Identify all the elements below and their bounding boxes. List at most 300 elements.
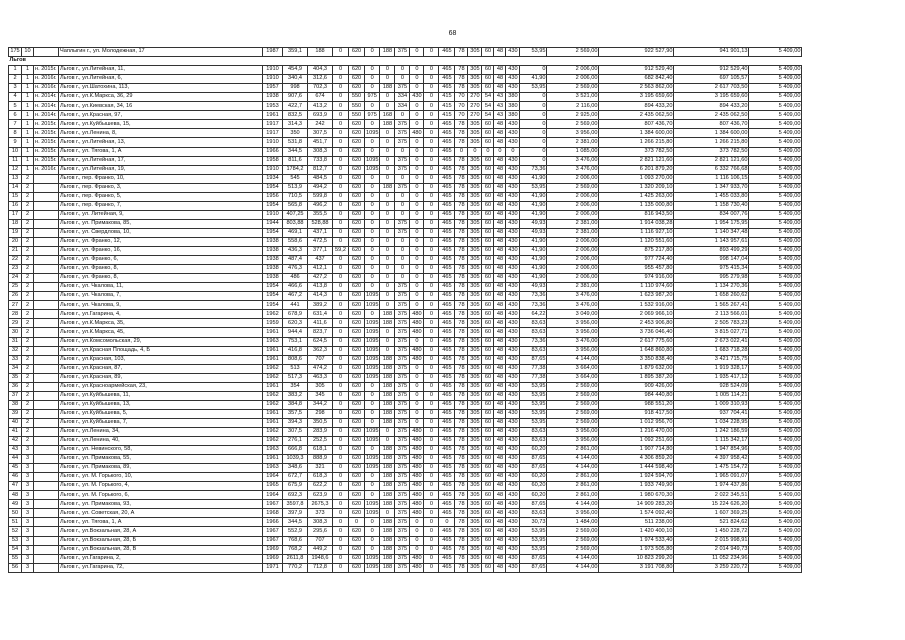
table-cell: 5 409,00 — [749, 455, 802, 464]
table-cell: 188 — [380, 84, 395, 93]
table-cell: 565,8 — [283, 201, 308, 210]
table-cell: 436,3 — [283, 247, 308, 256]
table-cell: 0 — [424, 473, 439, 482]
table-cell — [34, 201, 59, 210]
table-cell: 5 409,00 — [749, 228, 802, 237]
table-cell: 620 — [349, 228, 365, 237]
table-cell: 466,6 — [283, 283, 308, 292]
table-cell: 465 — [439, 382, 455, 391]
table-cell: 60 — [482, 373, 494, 382]
table-cell: 941 901,13 — [674, 48, 749, 57]
table-cell — [34, 247, 59, 256]
table-cell: 1 623 987,20 — [599, 292, 674, 301]
table-cell: 4 144,00 — [547, 464, 599, 473]
table-cell: 83,63 — [520, 328, 547, 337]
table-cell: 1962 — [263, 391, 283, 400]
table-cell: 1 450 228,72 — [674, 527, 749, 536]
table-cell: 37 — [9, 391, 22, 400]
table-cell: 618,3 — [308, 473, 333, 482]
table-cell: 2 022 345,51 — [674, 491, 749, 500]
table-cell: 811,6 — [283, 156, 308, 165]
table-cell: 48 — [494, 409, 506, 418]
table-cell: 1966 — [263, 518, 283, 527]
table-cell: 20 — [9, 237, 22, 246]
table-cell: 0 — [380, 256, 395, 265]
table-cell: 620 — [349, 554, 365, 563]
table-cell: 362,3 — [308, 346, 333, 355]
table-cell: 0 — [380, 219, 395, 228]
table-cell: 78 — [455, 265, 468, 274]
table-cell: 78 — [455, 138, 468, 147]
table-cell: 242 — [308, 120, 333, 129]
table-cell: Льгов г., ул.Ленина, 40, — [59, 437, 263, 446]
table-cell: 1958 — [263, 156, 283, 165]
table-cell: 5 409,00 — [749, 346, 802, 355]
table-cell: 5 409,00 — [749, 256, 802, 265]
table-cell: 0 — [365, 219, 380, 228]
table-cell: 60 — [482, 418, 494, 427]
table-cell: 78 — [455, 301, 468, 310]
table-cell: 2 381,00 — [547, 219, 599, 228]
table-cell: 465 — [439, 509, 455, 518]
table-cell: 5 409,00 — [749, 301, 802, 310]
table-cell: 0 — [365, 518, 380, 527]
table-cell: 430 — [506, 219, 520, 228]
table-cell: 41,90 — [520, 256, 547, 265]
table-cell: 0 — [410, 147, 424, 156]
table-cell — [34, 219, 59, 228]
table-cell: 60 — [482, 509, 494, 518]
table-cell: 0 — [380, 102, 395, 111]
table-cell: 48 — [494, 310, 506, 319]
table-cell: 375 — [395, 418, 410, 427]
table-cell: 49,93 — [520, 219, 547, 228]
table-cell: 307,5 — [308, 129, 333, 138]
table-cell: 0 — [410, 545, 424, 554]
table-cell: 2 — [22, 427, 34, 436]
table-cell: 78 — [455, 120, 468, 129]
table-cell: 620 — [349, 409, 365, 418]
table-cell: 430 — [506, 228, 520, 237]
table-cell: 35 — [9, 373, 22, 382]
table-cell: 16 — [9, 201, 22, 210]
table-cell: 305 — [468, 337, 482, 346]
table-cell: 2 — [22, 337, 34, 346]
table-cell: 48 — [494, 554, 506, 563]
table-cell: 2 006,00 — [547, 210, 599, 219]
table-row — [9, 120, 802, 129]
table-cell: 3 521,00 — [547, 93, 599, 102]
table-cell: 2 006,00 — [547, 237, 599, 246]
table-cell: 0 — [410, 391, 424, 400]
table-cell: 48 — [494, 174, 506, 183]
table-cell: н. 2014г. — [34, 93, 59, 102]
table-cell: 2 006,00 — [547, 66, 599, 75]
table-cell: 620 — [349, 391, 365, 400]
table-cell — [34, 500, 59, 509]
table-cell: 622,2 — [308, 482, 333, 491]
table-row — [9, 93, 802, 102]
table-cell: 41,90 — [520, 274, 547, 283]
table-cell: 0 — [365, 536, 380, 545]
table-cell: 415 — [439, 111, 455, 120]
table-cell: 2 — [22, 364, 34, 373]
table-cell: 0 — [424, 210, 439, 219]
table-cell: 620 — [349, 310, 365, 319]
table-cell: 480 — [410, 446, 424, 455]
table-cell: 43 — [494, 111, 506, 120]
table-cell: 0 — [365, 400, 380, 409]
table-cell: 188 — [380, 409, 395, 418]
table-cell: 0 — [365, 201, 380, 210]
table-cell: 188 — [380, 527, 395, 536]
table-cell: 1095 — [365, 346, 380, 355]
table-cell: 0 — [365, 120, 380, 129]
table-cell: 5 409,00 — [749, 328, 802, 337]
table-cell: 0 — [520, 138, 547, 147]
table-cell: Льгов г., ул.Красная, 87, — [59, 364, 263, 373]
table-cell: 1784,2 — [283, 165, 308, 174]
table-cell: 87,65 — [520, 464, 547, 473]
table-cell: 511 238,00 — [599, 518, 674, 527]
table-cell: 430 — [506, 427, 520, 436]
table-cell — [34, 437, 59, 446]
table-cell: 1938 — [263, 265, 283, 274]
table-cell: 0 — [380, 274, 395, 283]
table-cell: 78 — [455, 165, 468, 174]
table-cell: 1962 — [263, 400, 283, 409]
table-cell: 0 — [424, 482, 439, 491]
table-cell: 60 — [482, 427, 494, 436]
table-cell: 0 — [333, 129, 349, 138]
table-cell: 620 — [349, 247, 365, 256]
table-cell: 465 — [439, 328, 455, 337]
table-cell: 988 551,20 — [599, 400, 674, 409]
table-cell: 0 — [333, 527, 349, 536]
table-cell: 465 — [439, 192, 455, 201]
table-cell: 188 — [380, 518, 395, 527]
table-cell: 305 — [468, 355, 482, 364]
table-cell: н. 2016г. — [34, 84, 59, 93]
table-cell: 2 — [22, 183, 34, 192]
table-cell: 528,88 — [308, 219, 333, 228]
table-cell: 465 — [439, 346, 455, 355]
table-cell: 496,2 — [308, 201, 333, 210]
table-cell: 0 — [380, 93, 395, 102]
table-cell: 2 569,00 — [547, 48, 599, 57]
table-body — [9, 48, 802, 573]
table-cell: 3 — [22, 500, 34, 509]
table-cell: 0 — [424, 102, 439, 111]
table-cell: 2 113 566,01 — [674, 310, 749, 319]
table-cell: 53,95 — [520, 400, 547, 409]
table-cell: 770,2 — [283, 563, 308, 572]
table-cell: 430 — [506, 237, 520, 246]
table-cell: 465 — [439, 527, 455, 536]
table-cell: 78 — [455, 310, 468, 319]
page-number: 68 — [448, 30, 457, 37]
table-cell: 0 — [424, 237, 439, 246]
table-cell: 1 — [22, 84, 34, 93]
table-cell: 454,9 — [283, 66, 308, 75]
table-cell: 707 — [308, 355, 333, 364]
table-cell: 620 — [349, 66, 365, 75]
table-cell: 0 — [333, 192, 349, 201]
table-cell: 3 664,00 — [547, 373, 599, 382]
table-cell: 480 — [410, 455, 424, 464]
table-cell: н. 2016г. — [34, 75, 59, 84]
table-cell: 168 — [380, 111, 395, 120]
table-cell: 1 974 533,40 — [599, 536, 674, 545]
table-cell: 78 — [455, 228, 468, 237]
table-cell: 422,7 — [283, 102, 308, 111]
table-cell: 620 — [349, 418, 365, 427]
table-cell: 1 973 505,80 — [599, 545, 674, 554]
table-cell: 1963 — [263, 464, 283, 473]
table-cell — [34, 446, 59, 455]
table-cell: 620 — [349, 464, 365, 473]
table-cell — [34, 228, 59, 237]
table-cell: 430 — [506, 500, 520, 509]
table-row — [9, 174, 802, 183]
table-cell: 480 — [410, 482, 424, 491]
table-cell: 0 — [395, 210, 410, 219]
table-cell: Льгов г., пер. Франко, 5, — [59, 192, 263, 201]
table-cell: 0 — [365, 256, 380, 265]
table-row — [9, 400, 802, 409]
table-cell: 5 409,00 — [749, 93, 802, 102]
table-cell: 305 — [468, 192, 482, 201]
table-cell: 3 — [22, 536, 34, 545]
table-cell: 1967 — [263, 527, 283, 536]
table-cell: 375 — [395, 301, 410, 310]
table-cell: 998 — [283, 84, 308, 93]
table-cell: 620 — [349, 192, 365, 201]
table-cell: 620 — [349, 473, 365, 482]
table-cell: 1971 — [263, 563, 283, 572]
table-cell: 3 195 659,60 — [674, 93, 749, 102]
table-cell: 5 409,00 — [749, 500, 802, 509]
table-cell: 1 455 033,80 — [674, 192, 749, 201]
table-cell: 494,2 — [308, 183, 333, 192]
table-cell: 380 — [506, 102, 520, 111]
table-cell: 0 — [333, 93, 349, 102]
table-cell — [34, 464, 59, 473]
table-cell: 0 — [424, 274, 439, 283]
table-cell: 682 842,40 — [599, 75, 674, 84]
table-cell: 0 — [365, 66, 380, 75]
table-cell: 2 006,00 — [547, 201, 599, 210]
table-row — [9, 310, 802, 319]
table-cell: 375 — [395, 464, 410, 473]
table-cell: 480 — [410, 437, 424, 446]
table-cell: 48 — [494, 545, 506, 554]
table-cell: 0 — [365, 75, 380, 84]
table-cell: 48 — [494, 527, 506, 536]
table-cell: 305 — [468, 464, 482, 473]
table-cell: 10 823 299,20 — [599, 554, 674, 563]
table-cell: Льгов г., ул.Комсомольская, 29, — [59, 337, 263, 346]
table-cell: Льгов г., ул. Франко, 16, — [59, 247, 263, 256]
table-cell: 60 — [482, 292, 494, 301]
table-cell: 465 — [439, 48, 455, 57]
table-cell: 48 — [494, 364, 506, 373]
table-cell: 430 — [506, 165, 520, 174]
table-cell: 78 — [455, 66, 468, 75]
table-cell: Льгов г., ул. Примакова, 85, — [59, 219, 263, 228]
table-cell: 188 — [380, 446, 395, 455]
table-cell: 620 — [349, 201, 365, 210]
table-cell: 620 — [349, 129, 365, 138]
table-cell: 83,63 — [520, 437, 547, 446]
table-cell: 70 — [455, 102, 468, 111]
table-cell: 1 — [22, 66, 34, 75]
table-cell: 48 — [494, 518, 506, 527]
table-cell: 0 — [365, 247, 380, 256]
table-cell: 78 — [455, 48, 468, 57]
table-cell: 2 569,00 — [547, 527, 599, 536]
table-cell: 0 — [333, 156, 349, 165]
table-cell: 0 — [380, 147, 395, 156]
table-cell: 0 — [380, 75, 395, 84]
table-cell: 305 — [468, 373, 482, 382]
table-cell: 3 049,00 — [547, 310, 599, 319]
table-cell: 618,1 — [308, 446, 333, 455]
table-cell: 0 — [395, 247, 410, 256]
table-cell: 60 — [482, 192, 494, 201]
table-cell: 430 — [506, 473, 520, 482]
table-cell: 78 — [455, 283, 468, 292]
table-cell: 3 956,00 — [547, 427, 599, 436]
table-cell: 305 — [468, 247, 482, 256]
table-cell: 2 861,00 — [547, 482, 599, 491]
table-cell: 2 — [22, 201, 34, 210]
table-cell: 1 143 957,61 — [674, 237, 749, 246]
table-cell: 1967 — [263, 536, 283, 545]
table-cell: 476,3 — [283, 265, 308, 274]
table-cell: 430 — [506, 355, 520, 364]
table-cell: 2 — [9, 75, 22, 84]
table-cell: 0 — [380, 174, 395, 183]
table-cell: 0 — [333, 183, 349, 192]
table-cell: 430 — [506, 210, 520, 219]
table-cell: 1961 — [263, 418, 283, 427]
table-cell: 430 — [506, 418, 520, 427]
table-cell: 10 — [22, 48, 34, 57]
table-cell: 0 — [333, 111, 349, 120]
table-cell: 78 — [455, 75, 468, 84]
table-cell: 1965 — [263, 482, 283, 491]
table-cell: 513 — [283, 364, 308, 373]
table-cell: 60,20 — [520, 473, 547, 482]
table-cell: 41,90 — [520, 247, 547, 256]
table-cell: 53,95 — [520, 84, 547, 93]
table-cell: 465 — [439, 563, 455, 572]
table-cell: 465 — [439, 174, 455, 183]
table-cell: 5 409,00 — [749, 219, 802, 228]
table-cell: 305 — [468, 500, 482, 509]
table-cell: 465 — [439, 446, 455, 455]
table-cell: 5 409,00 — [749, 111, 802, 120]
table-cell: 305 — [468, 219, 482, 228]
table-cell: 60,20 — [520, 491, 547, 500]
table-cell: 1963 — [263, 446, 283, 455]
table-cell: 1 — [22, 165, 34, 174]
table-cell: 0 — [333, 328, 349, 337]
table-cell: 60 — [482, 283, 494, 292]
table-cell: 375 — [395, 509, 410, 518]
table-cell: 0 — [410, 283, 424, 292]
table-cell: 480 — [410, 427, 424, 436]
table-cell: 1938 — [263, 237, 283, 246]
table-cell: 0 — [365, 183, 380, 192]
table-cell: 5 409,00 — [749, 210, 802, 219]
table-cell: 307,5 — [283, 427, 308, 436]
table-cell: 545 — [283, 174, 308, 183]
table-cell: 620 — [349, 138, 365, 147]
table-cell — [34, 274, 59, 283]
table-cell: 1 420 400,10 — [599, 527, 674, 536]
table-cell: 54 — [482, 93, 494, 102]
table-cell: 0 — [410, 156, 424, 165]
table-cell: 430 — [506, 265, 520, 274]
table-cell: 5 409,00 — [749, 355, 802, 364]
table-cell: 1 907 714,80 — [599, 446, 674, 455]
table-cell: 2 861,00 — [547, 491, 599, 500]
table-cell: 1095 — [365, 129, 380, 138]
table-cell: 0 — [520, 111, 547, 120]
table-cell: 60 — [482, 473, 494, 482]
table-cell: Льгов г., ул. М. Горького, 4, — [59, 482, 263, 491]
table-cell: 87,65 — [520, 355, 547, 364]
table-cell: 449,2 — [308, 545, 333, 554]
table-cell: 321 — [308, 464, 333, 473]
table-cell: 48 — [494, 183, 506, 192]
table-cell: 1095 — [365, 563, 380, 572]
table-cell — [34, 310, 59, 319]
table-cell: 465 — [439, 310, 455, 319]
table-cell: 1954 — [263, 201, 283, 210]
table-cell: 894 433,20 — [599, 102, 674, 111]
table-row — [9, 427, 802, 436]
table-cell — [34, 210, 59, 219]
table-cell — [34, 337, 59, 346]
table-cell — [34, 183, 59, 192]
table-cell: 375 — [395, 545, 410, 554]
table-row — [9, 418, 802, 427]
table-cell: 1910 — [263, 210, 283, 219]
table-cell: 0 — [482, 147, 494, 156]
table-cell: Льгов г., ул.Литейная, 6, — [59, 75, 263, 84]
table-cell: 1095 — [365, 455, 380, 464]
table-cell: 0 — [333, 337, 349, 346]
table-row — [9, 563, 802, 572]
table-cell: 0 — [424, 256, 439, 265]
table-cell: 344,5 — [283, 518, 308, 527]
table-cell: 907,6 — [283, 93, 308, 102]
table-cell: 0 — [410, 274, 424, 283]
table-cell: 1 134 270,36 — [674, 283, 749, 292]
table-cell: 77,38 — [520, 373, 547, 382]
table-cell: 0 — [506, 147, 520, 156]
table-cell: 1 444 598,40 — [599, 464, 674, 473]
table-cell: 375 — [395, 84, 410, 93]
table-cell: 48 — [494, 491, 506, 500]
table-cell: 375 — [395, 165, 410, 174]
table-row — [9, 446, 802, 455]
table-cell: 1 — [22, 156, 34, 165]
table-cell: 0 — [395, 66, 410, 75]
